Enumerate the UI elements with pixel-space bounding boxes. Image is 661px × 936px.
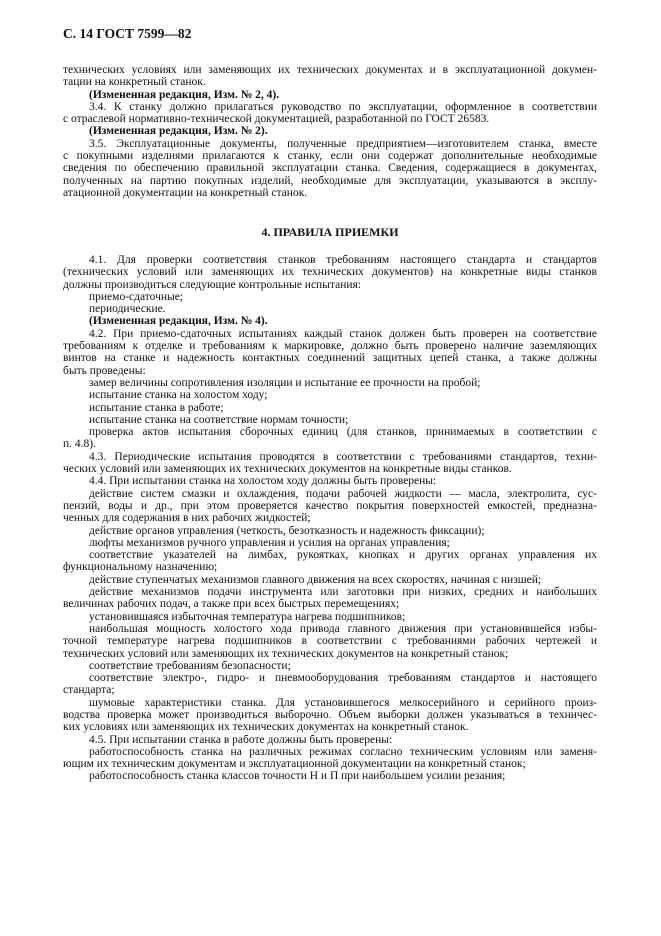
section-heading: 4. ПРАВИЛА ПРИЕМКИ xyxy=(261,225,399,239)
running-header: С. 14 ГОСТ 7599—82 xyxy=(63,26,192,41)
amendment-note xyxy=(63,89,597,101)
text-line: полученных на партию покупных изделий, необходимые для эксплуатации, указываются в эксплу- xyxy=(63,174,597,187)
paragraph xyxy=(63,672,597,697)
paragraph xyxy=(63,734,597,746)
paragraph xyxy=(63,746,597,771)
text-line: действие органов управления (четкость, безотказность и надежность фиксации); xyxy=(89,524,485,537)
paragraph xyxy=(63,101,597,126)
paragraph xyxy=(63,770,597,782)
paragraph xyxy=(63,451,597,476)
paragraph xyxy=(63,623,597,660)
paragraph xyxy=(63,525,597,537)
text-line: испытание станка на холостом ходу; xyxy=(89,389,268,402)
text-line: 3.4. К станку должно прилагаться руководство по эксплуатации, оформленное в соответствии xyxy=(89,100,597,113)
text-line: с отраслевой нормативно-технической документацией, разработанной по ГОСТ 26583. xyxy=(63,113,490,126)
paragraph xyxy=(63,138,597,199)
text-line: 4.5. При испытании станка в работе должны быть проверены: xyxy=(89,733,393,746)
text-line: ющим их техническим документам и эксплуатационной документации на конкретный станок; xyxy=(63,758,526,771)
paragraph xyxy=(63,303,597,315)
text-line: сведения по обеспечению правильной эксплуатации станка. Сведения, содержащиеся в документах, xyxy=(63,162,597,175)
text-line: соответствие указателей на лимбах, рукоятках, кнопках и других органах управления их xyxy=(89,549,597,562)
paragraph xyxy=(63,64,597,89)
text-line: 4.1. Для проверки соответствия станков требованиям настоящего стандарта и стандартов xyxy=(89,254,597,266)
text-line: шумовые характеристики станка. Для установившегося мелкосерийного и серийного произ- xyxy=(89,696,597,709)
text-line: 4.4. При испытании станка на холостом ходу должны быть проверены: xyxy=(89,475,437,488)
text-line: замер величины сопротивления изоляции и испытание ее прочности на пробой; xyxy=(89,376,481,389)
text-line: периодические. xyxy=(89,303,166,316)
amendment-note xyxy=(63,315,597,327)
section-4-text xyxy=(63,254,597,783)
text-line: наибольшая мощность холостого хода привода главного движения при установившейся избы- xyxy=(89,622,597,635)
paragraph xyxy=(63,402,597,414)
paragraph xyxy=(63,389,597,401)
text-line: должны производиться следующие контрольные испытания: xyxy=(63,278,362,291)
text-line: (Измененная редакция, Изм. № 2). xyxy=(89,125,268,138)
text-line: приемо-сдаточные; xyxy=(89,290,184,303)
text-line: работоспособность станка на различных режимах согласно техническим условиям или заменя- xyxy=(89,745,597,758)
paragraph xyxy=(63,475,597,487)
paragraph xyxy=(63,414,597,426)
text-line: с покупными изделиями прилагаются к станку, если они содержат дополнительные необходимые xyxy=(63,150,597,163)
text-line: 3.5. Эксплуатационные документы, полученные предприятием—изготовителем станка, вместе xyxy=(89,137,597,150)
paragraph xyxy=(63,660,597,672)
text-line: ческих условий или заменяющих их технических документов на конкретные виды станков. xyxy=(63,463,512,476)
text-line: водства проверка может производиться выборочно. Объем выборки должен указываться в техничес- xyxy=(63,708,597,721)
text-line: действие ступенчатых механизмов главного движения на всех скоростях, начиная с низшей; xyxy=(89,573,542,586)
section-3-text xyxy=(63,64,597,199)
paragraph xyxy=(63,697,597,734)
text-line: испытание станка в работе; xyxy=(89,401,224,414)
text-line: винтов на станке и надежность контактных соединений защитных цепей станка, а также должны xyxy=(63,352,597,365)
text-line: точной температуре нагрева подшипников в соответствии с требованиями рабочих чертежей и xyxy=(63,635,597,648)
text-line: работоспособность станка классов точности Н и П при наибольшем усилии резания; xyxy=(89,770,506,783)
paragraph xyxy=(63,328,597,377)
text-line: п. 4.8). xyxy=(63,438,96,451)
text-line: 4.3. Периодические испытания проводятся в соответствии с требованиями стандартов, техни- xyxy=(89,450,597,463)
paragraph xyxy=(63,426,597,451)
text-line: функциональному назначению; xyxy=(63,561,218,574)
paragraph xyxy=(63,586,597,611)
text-line: люфты механизмов ручного управления и усилия на органах управления; xyxy=(89,536,450,549)
paragraph xyxy=(63,291,597,303)
text-line: стандарта; xyxy=(63,684,115,697)
text-line: ченных для содержания в них рабочих жидкостей; xyxy=(63,512,311,525)
text-line: соответствие электро-, гидро- и пневмооборудования требованиям стандартов и настоящего xyxy=(89,672,597,685)
paragraph xyxy=(63,537,597,549)
paragraph xyxy=(63,377,597,389)
paragraph xyxy=(63,611,597,623)
text-line: технических условий или заменяющих их технических документов на конкретный станок; xyxy=(63,647,509,660)
amendment-note xyxy=(63,125,597,137)
paragraph xyxy=(63,488,597,525)
text-line: соответствие требованиям безопасности; xyxy=(89,659,291,672)
paragraph xyxy=(63,549,597,574)
text-line: проверка актов испытания сборочных единиц (для станков, принимаемых в соответствии с xyxy=(89,426,597,439)
text-line: 4.2. При приемо-сдаточных испытаниях каждый станок должен быть проверен на соответствие xyxy=(89,327,597,340)
text-line: (Измененная редакция, Изм. № 2, 4). xyxy=(89,88,280,101)
text-line: испытание станка на соответствие нормам точности; xyxy=(89,413,349,426)
paragraph xyxy=(63,574,597,586)
text-line: тации на конкретный станок. xyxy=(63,76,206,89)
text-line: пензий, воды и др., при этом проверяется качество покрытия поверхностей емкостей, предназна- xyxy=(63,499,597,512)
text-line: атационной документации на конкретный станок. xyxy=(63,186,308,199)
text-line: действие систем смазки и охлаждения, подачи рабочей жидкости — масла, электролита, сус- xyxy=(89,487,597,500)
paragraph xyxy=(63,254,597,291)
text-line: (технических условий или заменяющих их технических документов) на конкретные виды станков xyxy=(63,266,597,279)
text-line: установившаяся избыточная температура нагрева подшипников; xyxy=(89,610,406,623)
text-line: быть проведены: xyxy=(63,364,146,377)
text-line: действие механизмов подачи инструмента или заготовки при низких, средних и наибольших xyxy=(89,586,597,599)
text-line: технических условиях или заменяющих их технических документах и в эксплуатационной докумен- xyxy=(63,64,597,76)
text-line: требованиям к отделке и требованиям к маркировке, должно быть проверено наличие заземляющих xyxy=(63,340,597,353)
text-line: ких условиях или заменяющих их технических документах на конкретный станок. xyxy=(63,721,469,734)
text-line: величинах рабочих подач, а также при всех быстрых перемещениях; xyxy=(63,598,400,611)
text-line: (Измененная редакция, Изм. № 4). xyxy=(89,315,268,328)
